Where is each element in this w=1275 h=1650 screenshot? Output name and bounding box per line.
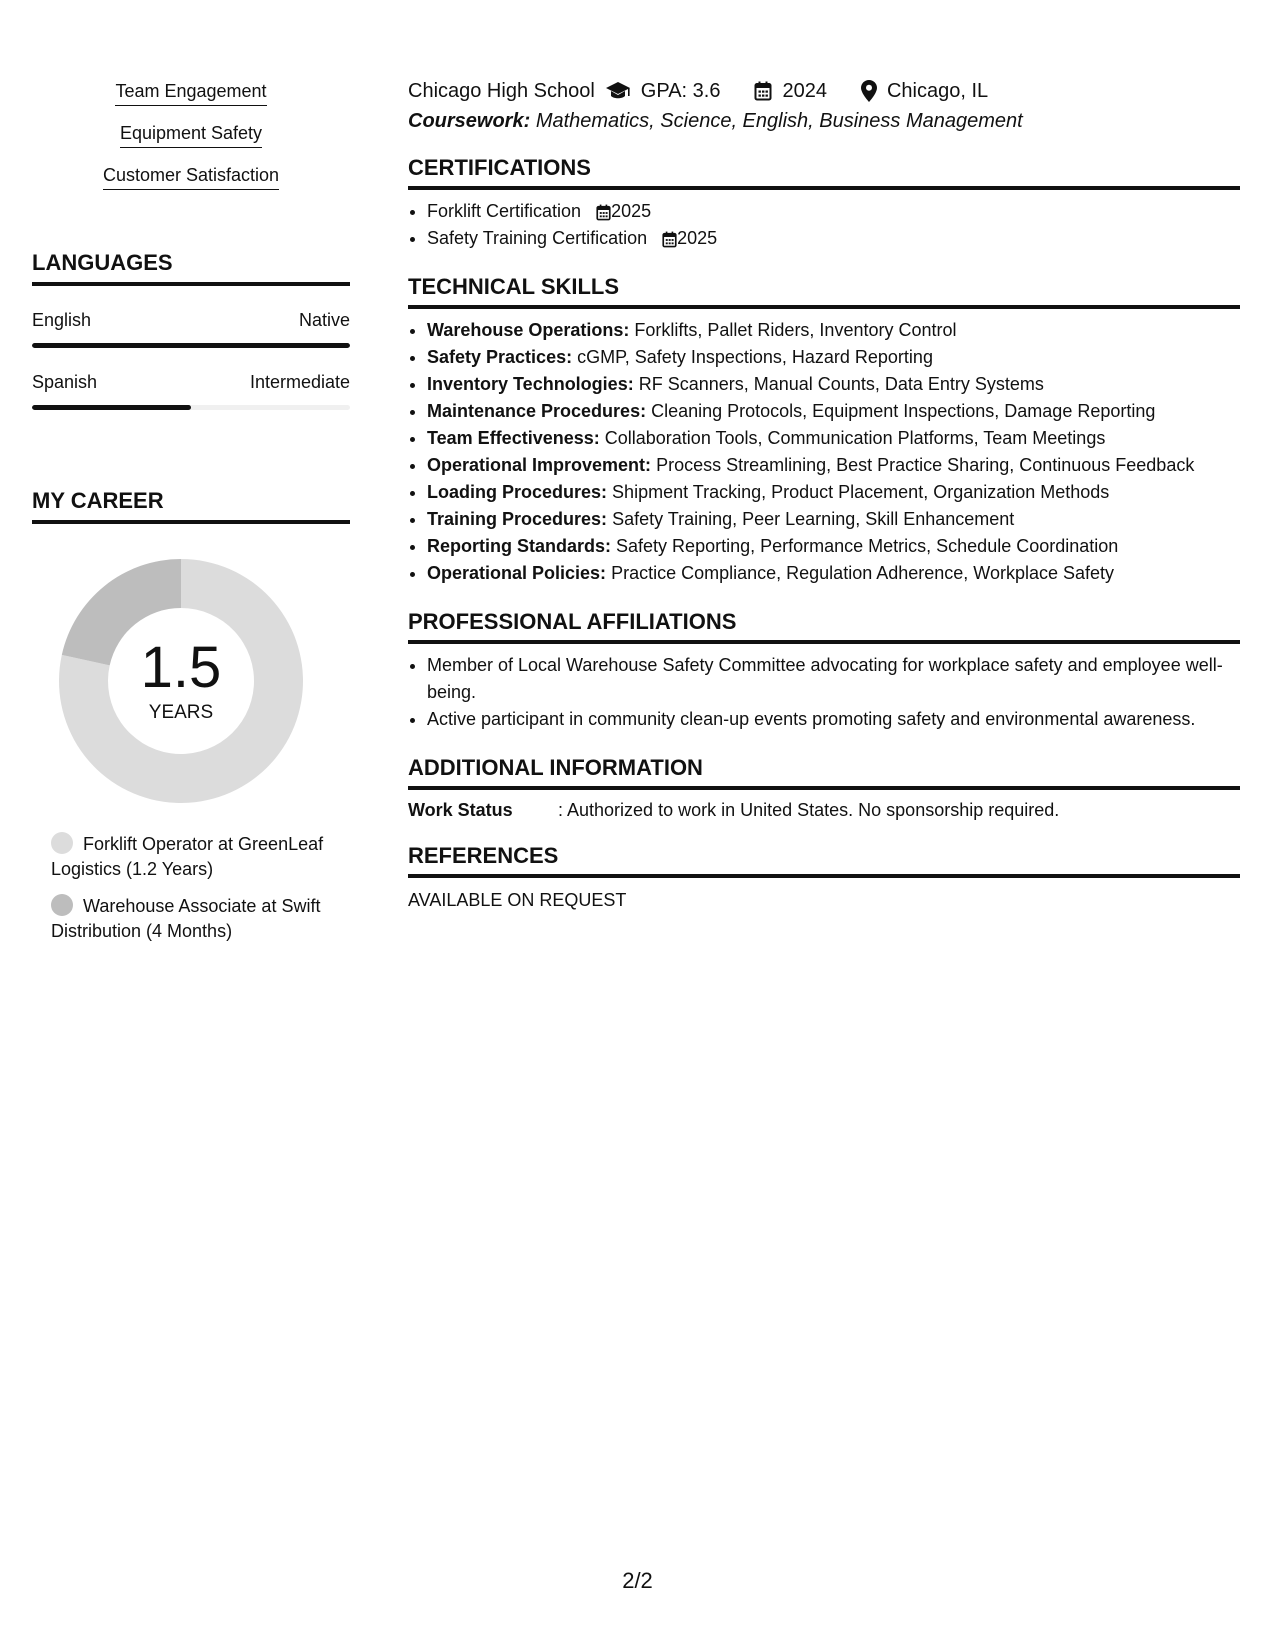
skill-details: cGMP, Safety Inspections, Hazard Reporting: [577, 347, 933, 367]
skill-details: Forklifts, Pallet Riders, Inventory Control: [634, 320, 957, 340]
coursework: [408, 110, 1240, 133]
skill-category: Team Effectiveness:: [427, 428, 600, 448]
technical-skills-heading: TECHNICAL SKILLS: [408, 274, 1240, 309]
skill-category: Safety Practices:: [427, 347, 573, 367]
career-heading: MY CAREER: [32, 488, 350, 524]
skill-details: Safety Reporting, Performance Metrics, Schedule Coordination: [616, 536, 1119, 556]
affiliation-item: • Active participant in community clean-up events promoting safety and environmental awareness.: [427, 706, 1240, 733]
school-name: Chicago High School: [408, 80, 595, 102]
language-row: [32, 310, 350, 348]
references-heading: REFERENCES: [408, 843, 1240, 878]
language-row: [32, 372, 350, 410]
certifications-list: [408, 198, 1240, 252]
graduation-cap-icon: [605, 81, 631, 101]
certification-year: 2025: [677, 228, 718, 248]
language-level: Native: [298, 310, 350, 330]
skill-details: Shipment Tracking, Product Placement, Organization Methods: [612, 482, 1110, 502]
skill-tag: Equipment Safety: [120, 122, 262, 148]
right-column: [408, 78, 1240, 911]
technical-skill-item: [427, 479, 1240, 506]
language-proficiency-fill: [32, 343, 350, 348]
technical-skill-item: [427, 560, 1240, 587]
skill-category: Maintenance Procedures:: [427, 401, 647, 421]
skill-category: Inventory Technologies:: [427, 374, 634, 394]
career-legend-label: Warehouse Associate at Swift Distribution (4 Months): [51, 896, 321, 941]
skill-details: Cleaning Protocols, Equipment Inspections, Damage Reporting: [651, 401, 1156, 421]
languages-section: [32, 250, 350, 410]
skill-details: Process Streamlining, Best Practice Sharing, Continuous Feedback: [656, 455, 1195, 475]
skill-details: Safety Training, Peer Learning, Skill Enhancement: [612, 509, 1015, 529]
calendar-icon: [596, 204, 611, 221]
skill-category: Operational Improvement:: [427, 455, 652, 475]
technical-skill-item: [427, 452, 1240, 479]
references-text: AVAILABLE ON REQUEST: [408, 890, 627, 910]
career-total-unit: YEARS: [148, 702, 214, 723]
technical-skill-item: [427, 398, 1240, 425]
education-line: [408, 78, 1240, 104]
technical-skill-item: [427, 344, 1240, 371]
skill-details: Practice Compliance, Regulation Adherence, Workplace Safety: [611, 563, 1115, 583]
career-donut-chart: [56, 556, 306, 806]
certification-item: [427, 198, 1240, 225]
affiliations-list: [408, 652, 1240, 733]
career-total-years: 1.5: [140, 635, 222, 700]
map-pin-icon: [861, 80, 877, 102]
coursework-label: Coursework:: [408, 110, 531, 132]
calendar-icon: [662, 231, 677, 248]
left-column: [32, 80, 350, 956]
technical-skill-item: [427, 371, 1240, 398]
language-level: Intermediate: [249, 372, 350, 392]
skill-tag: Customer Satisfaction: [103, 164, 279, 190]
career-section: [32, 488, 350, 944]
language-proficiency-fill: [32, 405, 191, 410]
school-location: Chicago, IL: [886, 80, 989, 102]
skill-tag: Team Engagement: [115, 80, 266, 106]
certifications-heading: CERTIFICATIONS: [408, 155, 1240, 190]
technical-skills-list: [408, 317, 1240, 587]
legend-dot-icon: [51, 832, 73, 854]
technical-skill-item: [427, 425, 1240, 452]
skill-category: Training Procedures:: [427, 509, 608, 529]
skill-details: Collaboration Tools, Communication Platforms, Team Meetings: [604, 428, 1106, 448]
gpa: GPA: 3.6: [640, 80, 721, 102]
certification-name: Safety Training Certification: [427, 228, 648, 248]
technical-skill-item: [427, 533, 1240, 560]
work-status-label: Work Status: [408, 800, 513, 820]
language-proficiency-bar: [32, 405, 350, 410]
skill-category: Reporting Standards:: [427, 536, 612, 556]
work-status-value: : Authorized to work in United States. No sponsorship required.: [558, 800, 1060, 820]
career-legend-item: [51, 832, 331, 882]
technical-skill-item: [427, 317, 1240, 344]
certification-item: [427, 225, 1240, 252]
technical-skill-item: [427, 506, 1240, 533]
legend-dot-icon: [51, 894, 73, 916]
calendar-icon: [754, 81, 772, 101]
additional-info-heading: ADDITIONAL INFORMATION: [408, 755, 1240, 790]
skill-tags: [32, 80, 350, 190]
skill-category: Operational Policies:: [427, 563, 607, 583]
language-name: English: [32, 310, 92, 330]
language-name: Spanish: [32, 372, 98, 392]
graduation-year: 2024: [782, 80, 827, 102]
career-legend: [51, 832, 331, 944]
affiliation-item: • Member of Local Warehouse Safety Committee advocating for workplace safety and employee well-being.: [427, 652, 1240, 706]
career-legend-label: Forklift Operator at GreenLeaf Logistics (1.2 Years): [51, 834, 324, 879]
language-proficiency-bar: [32, 343, 350, 348]
certification-year: 2025: [611, 201, 652, 221]
skill-category: Loading Procedures:: [427, 482, 608, 502]
skill-details: RF Scanners, Manual Counts, Data Entry Systems: [638, 374, 1044, 394]
work-status-row: [408, 800, 1240, 821]
certification-name: Forklift Certification: [427, 201, 582, 221]
coursework-list: Mathematics, Science, English, Business Management: [535, 110, 1023, 132]
skill-category: Warehouse Operations:: [427, 320, 630, 340]
languages-heading: LANGUAGES: [32, 250, 350, 286]
affiliations-heading: PROFESSIONAL AFFILIATIONS: [408, 609, 1240, 644]
career-legend-item: [51, 894, 331, 944]
page-number: 2/2: [622, 1568, 653, 1593]
